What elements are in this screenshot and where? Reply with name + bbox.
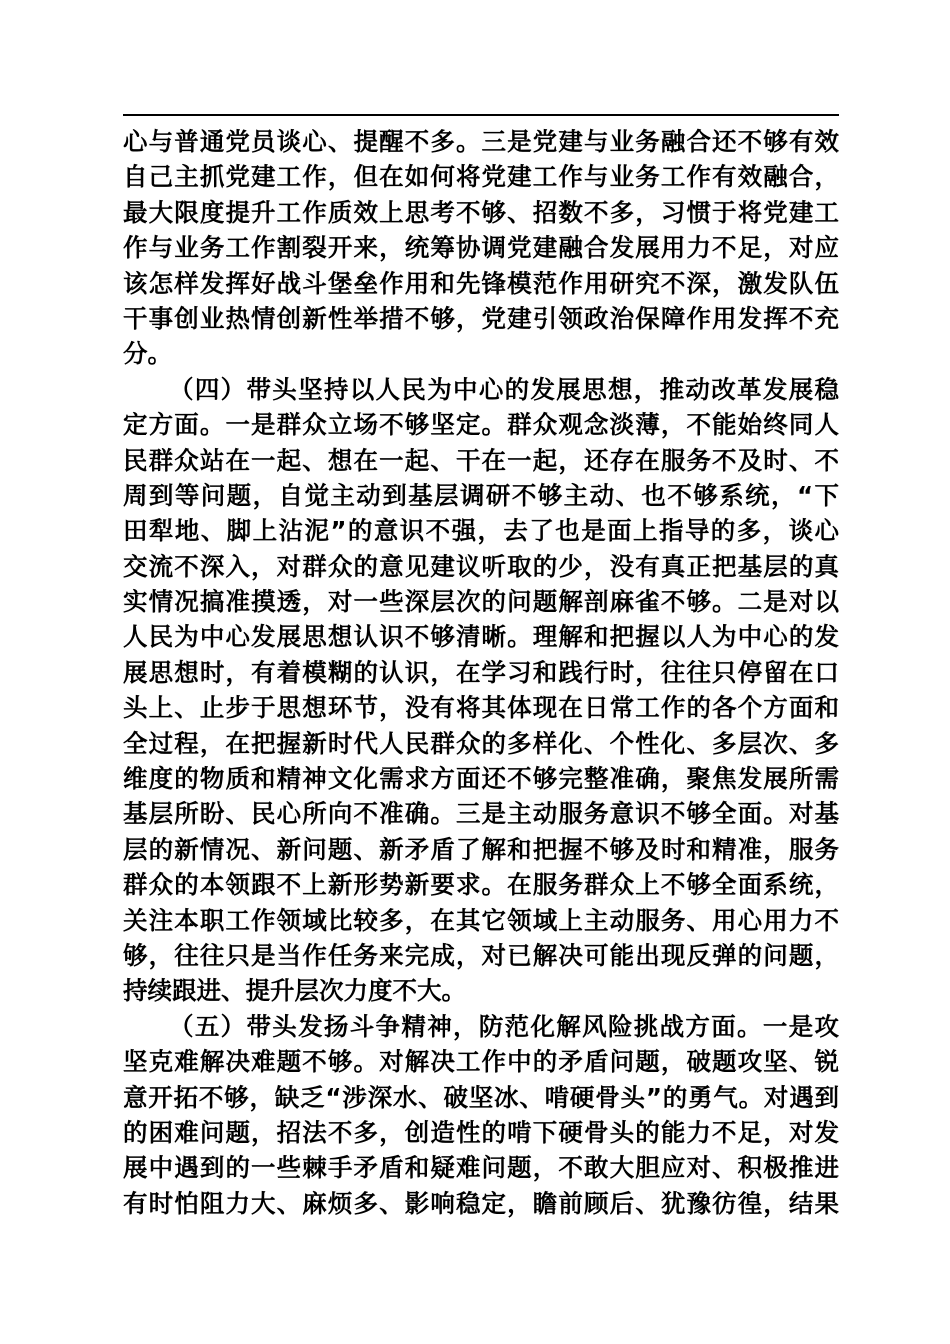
text-line: 持续跟进、提升层次力度不大。 [123, 976, 466, 1006]
text-line: 有时怕阻力大、麻烦多、影响稳定，瞻前顾后、犹豫彷徨，结果 [123, 1188, 839, 1218]
text-line: 分。 [123, 339, 172, 369]
text-line: 够，往往只是当作任务来完成，对已解决可能出现反弹的问题， [123, 940, 839, 970]
text-line: 最大限度提升工作质效上思考不够、招数不多，习惯于将党建工 [123, 197, 839, 227]
text-line: 关注本职工作领域比较多，在其它领域上主动服务、用心用力不 [123, 905, 839, 935]
text-line: 的困难问题，招法不多，创造性的啃下硬骨头的能力不足，对发 [123, 1117, 839, 1147]
text-line: 展思想时，有着模糊的认识，在学习和践行时，往往只停留在口 [123, 657, 839, 687]
text-line: （五）带头发扬斗争精神，防范化解风险挑战方面。一是攻 [169, 1011, 839, 1041]
text-line: 层的新情况、新问题、新矛盾了解和把握不够及时和精准，服务 [123, 834, 839, 864]
text-line: 心与普通党员谈心、提醒不多。三是党建与业务融合还不够有效 [123, 127, 839, 156]
header-rule [123, 114, 839, 116]
text-line: 周到等问题，自觉主动到基层调研不够主动、也不够系统，“下 [123, 480, 839, 510]
text-line: 人民为中心发展思想认识不够清晰。理解和把握以人为中心的发 [123, 622, 839, 652]
text-line: 交流不深入，对群众的意见建议听取的少，没有真正把基层的真 [123, 551, 839, 581]
text-line: 基层所盼、民心所向不准确。三是主动服务意识不够全面。对基 [123, 799, 839, 829]
text-line: 维度的物质和精神文化需求方面还不够完整准确，聚焦发展所需 [123, 764, 839, 794]
text-line: 民群众站在一起、想在一起、干在一起，还存在服务不及时、不 [123, 445, 839, 475]
text-line: 作与业务工作割裂开来，统筹协调党建融合发展用力不足，对应 [123, 233, 839, 263]
text-line: 自己主抓党建工作，但在如何将党建工作与业务工作有效融合， [123, 162, 839, 192]
text-line: 头上、止步于思想环节，没有将其体现在日常工作的各个方面和 [123, 693, 839, 723]
text-line: 田犁地、脚上沾泥”的意识不强，去了也是面上指导的多，谈心 [123, 516, 839, 546]
text-line: 坚克难解决难题不够。对解决工作中的矛盾问题，破题攻坚、锐 [123, 1047, 839, 1077]
text-line: 群众的本领跟不上新形势新要求。在服务群众上不够全面系统， [123, 870, 839, 900]
text-line: 干事创业热情创新性举措不够，党建引领政治保障作用发挥不充 [123, 303, 839, 333]
text-line: 实情况搞准摸透，对一些深层次的问题解剖麻雀不够。二是对以 [123, 587, 839, 617]
text-line: 全过程，在把握新时代人民群众的多样化、个性化、多层次、多 [123, 728, 839, 758]
text-line: 定方面。一是群众立场不够坚定。群众观念淡薄，不能始终同人 [123, 410, 839, 440]
text-line: 展中遇到的一些棘手矛盾和疑难问题，不敢大胆应对、积极推进 [123, 1153, 839, 1183]
text-line: 意开拓不够，缺乏“涉深水、破坚冰、啃硬骨头”的勇气。对遇到 [123, 1082, 839, 1112]
text-line: 该怎样发挥好战斗堡垒作用和先锋模范作用研究不深，激发队伍 [123, 268, 839, 298]
text-line: （四）带头坚持以人民为中心的发展思想，推动改革发展稳 [169, 374, 839, 404]
document-body [123, 124, 839, 1221]
